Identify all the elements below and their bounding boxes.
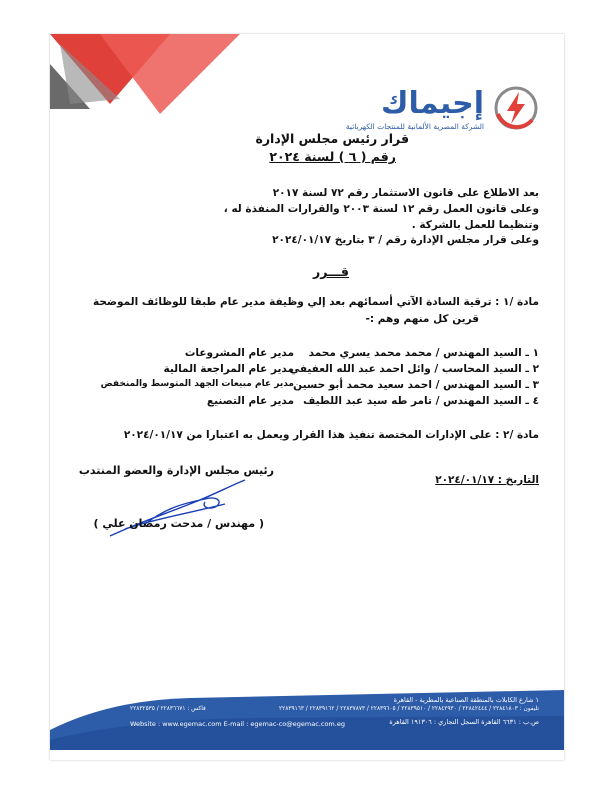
footer-address: ١ شارع الكابلات بالمنطقة الصناعية بالمطرية - القاهرة: [393, 696, 539, 704]
article-1-line-1: مادة /١ : ترقية السادة الآتي أسمائهم بعد إلي وظيفة مدير عام طبقا للوظائف الموضحة: [92, 296, 539, 308]
footer-fax: فاكس : ٢٢٨٣٦٦٧١ / ٢٢٨٣٢٥٣٥: [130, 706, 206, 712]
promotion-name: ١ ـ السيد المهندس / محمد محمد يسري محمد: [308, 347, 539, 359]
decision-number: رقم ( ٦ ) لسنة ٢٠٢٤: [269, 149, 396, 164]
promotion-position: مدير عام المشروعات: [184, 347, 294, 359]
preamble-line-2: وعلى قانون العمل رقم ١٢ لسنة ٢٠٠٣ والقرارات المنفذة له ،: [223, 203, 539, 215]
promotion-position: مدير عام مبيعات الجهد المتوسط والمنخفض: [100, 379, 294, 389]
article-1-line-2: قرين كل منهم وهم :-: [365, 313, 479, 325]
signatory-name: ( مهندس / مدحت رمضان علي ): [93, 517, 264, 530]
decided-heading: قـــرر: [313, 264, 349, 279]
preamble-line-4: وعلى قرار مجلس الإدارة رقم / ٣ بتاريخ ٢٠٢٤/٠١/١٧: [272, 234, 539, 246]
date-line: التاريخ : ٢٠٢٤/٠١/١٧: [435, 474, 539, 486]
decorative-triangles: [50, 34, 250, 124]
decision-title: قرار رئيس مجلس الإدارة: [255, 131, 409, 146]
signatory-title: رئيس مجلس الإدارة والعضو المنتدب: [78, 464, 274, 477]
footer-contact: Website : www.egemac.com E-mail : egemac-co@egemac.com.eg: [130, 720, 345, 728]
company-name: إجيماك: [380, 86, 484, 121]
preamble-line-3: وتنظيما للعمل بالشركة .: [411, 219, 539, 231]
promotion-name: ٢ ـ السيد المحاسب / وائل احمد عبد الله العفيفي: [289, 363, 539, 375]
article-2: مادة /٢ : على الإدارات المختصة تنفيذ هذا القرار ويعمل به اعتبارا من ٢٠٢٤/٠١/١٧: [123, 429, 539, 441]
footer-pobox: ص.ب : ٦٦٣١ القاهرة السجل التجاري : ١٩١٣٠٦ القاهرة: [389, 718, 539, 726]
promotion-position: مدير عام المراجعة المالية: [163, 363, 294, 375]
promotion-name: ٣ ـ السيد المهندس / احمد سعيد محمد أبو حسين: [293, 379, 539, 391]
preamble-line-1: بعد الاطلاع على قانون الاستثمار رقم ٧٢ لسنة ٢٠١٧: [272, 187, 539, 199]
letter-page: [50, 34, 564, 760]
company-subtitle: الشركة المصرية الألمانية للمنتجات الكهربائية: [345, 122, 484, 131]
lightning-logo-icon: [492, 84, 540, 132]
promotion-position: مدير عام التصنيع: [206, 395, 294, 407]
handwritten-signature: [105, 474, 265, 544]
footer-bar: [50, 690, 564, 750]
footer-phones: تليفون : ٢٢٨٤١٨٠٣ / ٢٢٨٤٢٤٤٤ / ٢٢٨٤٢٩٣٠ / ٢٢٨٣٩٥١٠ / ٢٢٨٣٩٦٠٥ / ٢٢٨٣٧٨٧٣ / ٢٢٨٣٩١٦٢ / ٢٢٨٣٩١٦٣: [279, 706, 539, 712]
promotion-name: ٤ ـ السيد المهندس / تامر طه سيد عبد اللطيف: [303, 395, 539, 407]
